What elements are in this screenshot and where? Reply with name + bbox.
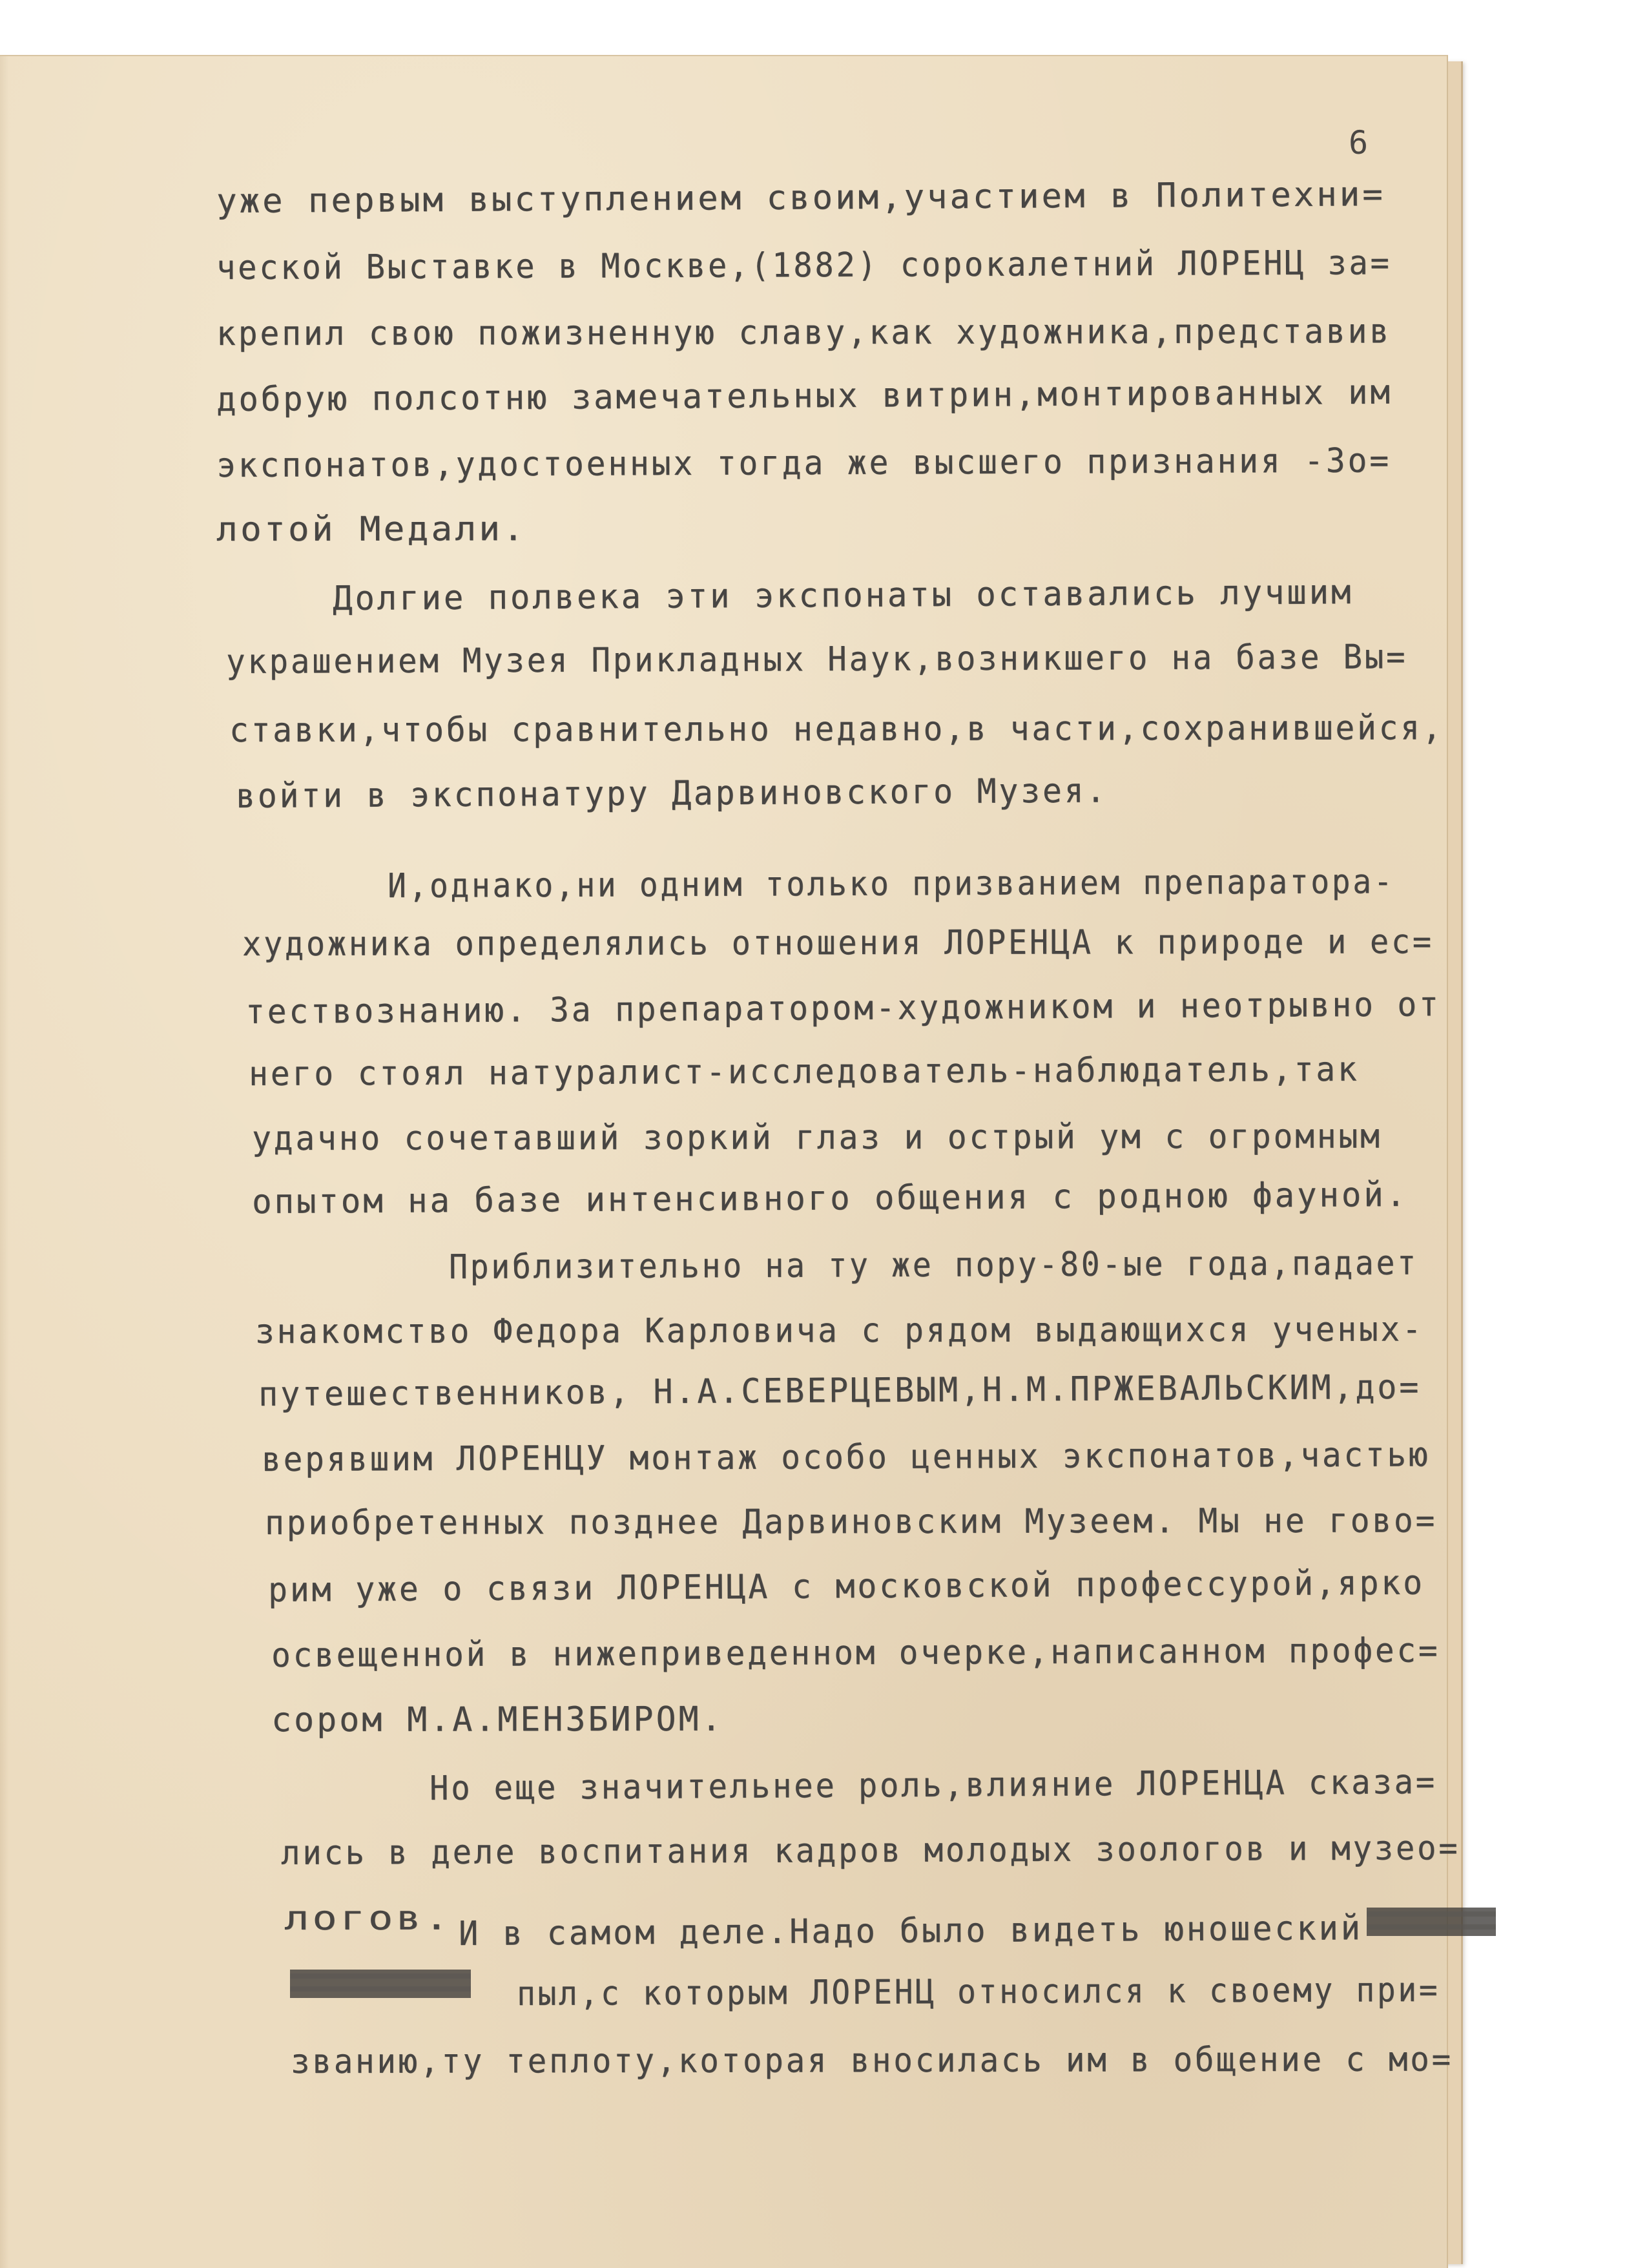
text-line: И,однако,ни одним только призванием препаратора- [387, 862, 1395, 906]
text-line: освещенной в нижеприведенном очерке,написанном профес= [271, 1631, 1440, 1675]
text-line: ческой Выставке в Москве,(1882) сорокалетний ЛОРЕНЦ за= [216, 244, 1392, 287]
text-line: опытом на базе интенсивного общения с родною фауной. [251, 1175, 1409, 1222]
text-line: Но еще значительнее роль,влияние ЛОРЕНЦА сказа= [429, 1762, 1437, 1808]
text-line: украшением Музея Прикладных Наук,возникшего на базе Вы= [225, 638, 1408, 681]
text-line: сором М.А.МЕНЗБИРОМ. [271, 1700, 724, 1740]
text-line: добрую полсотню замечательных витрин,монтированных им [216, 373, 1393, 419]
text-line: войти в экспонатуру Дарвиновского Музея. [235, 771, 1108, 816]
text-line: Приблизительно на ту же пору-80-ые года,падает [448, 1243, 1418, 1287]
text-line: Долгие полвека эти экспонаты оставались лучшим [332, 573, 1354, 618]
struck-out-word [287, 1961, 481, 2006]
text-line: пыл,с которым ЛОРЕНЦ относился к своему при= [516, 1970, 1440, 2013]
text-line: званию,ту теплоту,которая вносилась им в общение с мо= [290, 2040, 1453, 2081]
text-line: уже первым выступлением своим,участием в Политехни= [216, 175, 1385, 221]
text-line: тествознанию. За препаратором-художником и неотрывно от [245, 985, 1441, 1032]
text-line: экспонатов,удостоенных тогда же высшего признания -Зо= [216, 441, 1391, 485]
text-line: путешественников, Н.А.СЕВЕРЦЕВЫМ,Н.М.ПРЖЕВАЛЬСКИМ,до= [258, 1368, 1422, 1414]
text-line: верявшим ЛОРЕНЦУ монтаж особо ценных экспонатов,частью [261, 1435, 1431, 1479]
text-line: знакомство Федора Карловича с рядом выдающихся ученых- [254, 1310, 1424, 1351]
text-line: И в самом деле.Надо было видеть юношеский [458, 1909, 1363, 1953]
typewritten-page [0, 55, 1460, 2268]
text-line: него стоял натуралист-исследователь-наблюдатель,так [248, 1050, 1360, 1094]
struck-out-word [1364, 1899, 1506, 1944]
text-line: лотой Медали. [216, 510, 527, 549]
text-line: крепил свою пожизненную славу,как художника,представив [216, 312, 1391, 353]
text-line: рим уже о связи ЛОРЕНЦА с московской профессурой,ярко [267, 1563, 1425, 1610]
page-number: 6 [1349, 124, 1369, 161]
text-line: приобретенных позднее Дарвиновским Музеем. Мы не гово= [264, 1501, 1438, 1543]
text-line: ставки,чтобы сравнительно недавно,в части,сохранившейся, [229, 709, 1444, 750]
text-line: художника определялись отношения ЛОРЕНЦА к природе и ес= [242, 922, 1434, 964]
text-line: логов. [284, 1899, 452, 1938]
text-line: лись в деле воспитания кадров молодых зоологов и музео= [280, 1829, 1460, 1873]
text-line: удачно сочетавший зоркий глаз и острый ум с огромным [251, 1117, 1382, 1158]
